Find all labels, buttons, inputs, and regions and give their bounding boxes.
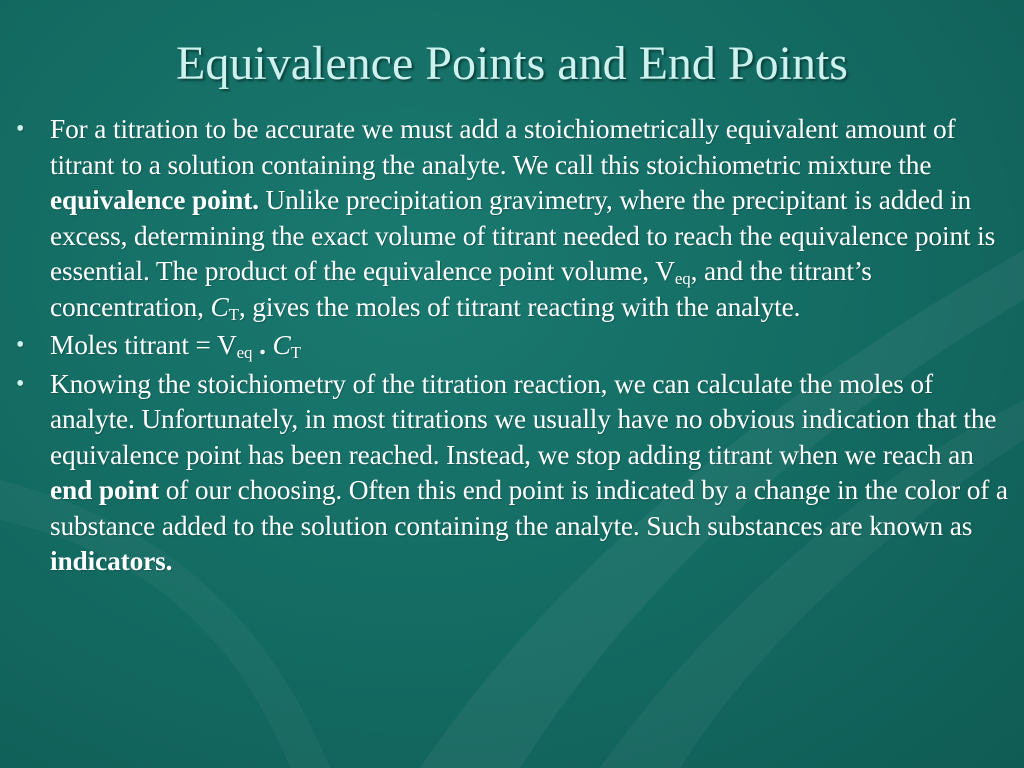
bullet-equivalence-point bbox=[14, 112, 1014, 325]
bullet2-text-1: Moles titrant = V bbox=[50, 330, 237, 360]
bullet2-subscript-eq: eq bbox=[236, 343, 253, 362]
bullet-list bbox=[14, 112, 1014, 583]
bullet3-bold-end-point: end point bbox=[50, 475, 160, 505]
bullet1-italic-c: C bbox=[210, 291, 229, 322]
bullet-end-point bbox=[14, 367, 1014, 580]
bullet1-text-3: , and the titrant’s concentration, bbox=[50, 256, 872, 322]
bullet3-text-1: Knowing the stoichiometry of the titration reaction, we can calculate the moles of analyte. Unfortunately, in most titrations we usually have no obvious indication that the equivalence point has been reached. Instead, we stop adding titrant when we reach an bbox=[50, 368, 997, 470]
bullet2-subscript-t: T bbox=[290, 343, 301, 362]
slide-title: Equivalence Points and End Points bbox=[176, 37, 848, 90]
bullet-moles-titrant-equation bbox=[14, 328, 1014, 364]
bullet2-italic-c: C bbox=[272, 330, 291, 360]
bullet1-subscript-eq: eq bbox=[674, 269, 691, 288]
bullet-icon: • bbox=[16, 116, 25, 142]
bullet1-text-1: For a titration to be accurate we must add a stoichiometrically equivalent amount of titrant to a solution containing the analyte. We call this stoichiometric mixture the bbox=[50, 114, 956, 180]
bullet3-bold-indicators: indicators. bbox=[50, 546, 173, 576]
bullet3-text-2: of our choosing. Often this end point is indicated by a change in the color of a substance added to the solution containing the analyte. Such substances are known as bbox=[50, 475, 1008, 541]
bullet1-text-4: , gives the moles of titrant reacting with the analyte. bbox=[238, 291, 801, 322]
bullet1-bold-term: equivalence point. bbox=[50, 185, 259, 215]
bullet-icon: • bbox=[16, 370, 25, 397]
bullet2-multiply-dot: . bbox=[252, 330, 273, 360]
bullet-icon: • bbox=[16, 332, 25, 358]
bullet1-text-2: Unlike precipitation gravimetry, where the precipitant is added in excess, determining the exact volume of titrant needed to reach the equivalence point is essential. The product of the equivalence point volume, V bbox=[50, 185, 996, 286]
bullet1-subscript-t: T bbox=[228, 304, 239, 324]
